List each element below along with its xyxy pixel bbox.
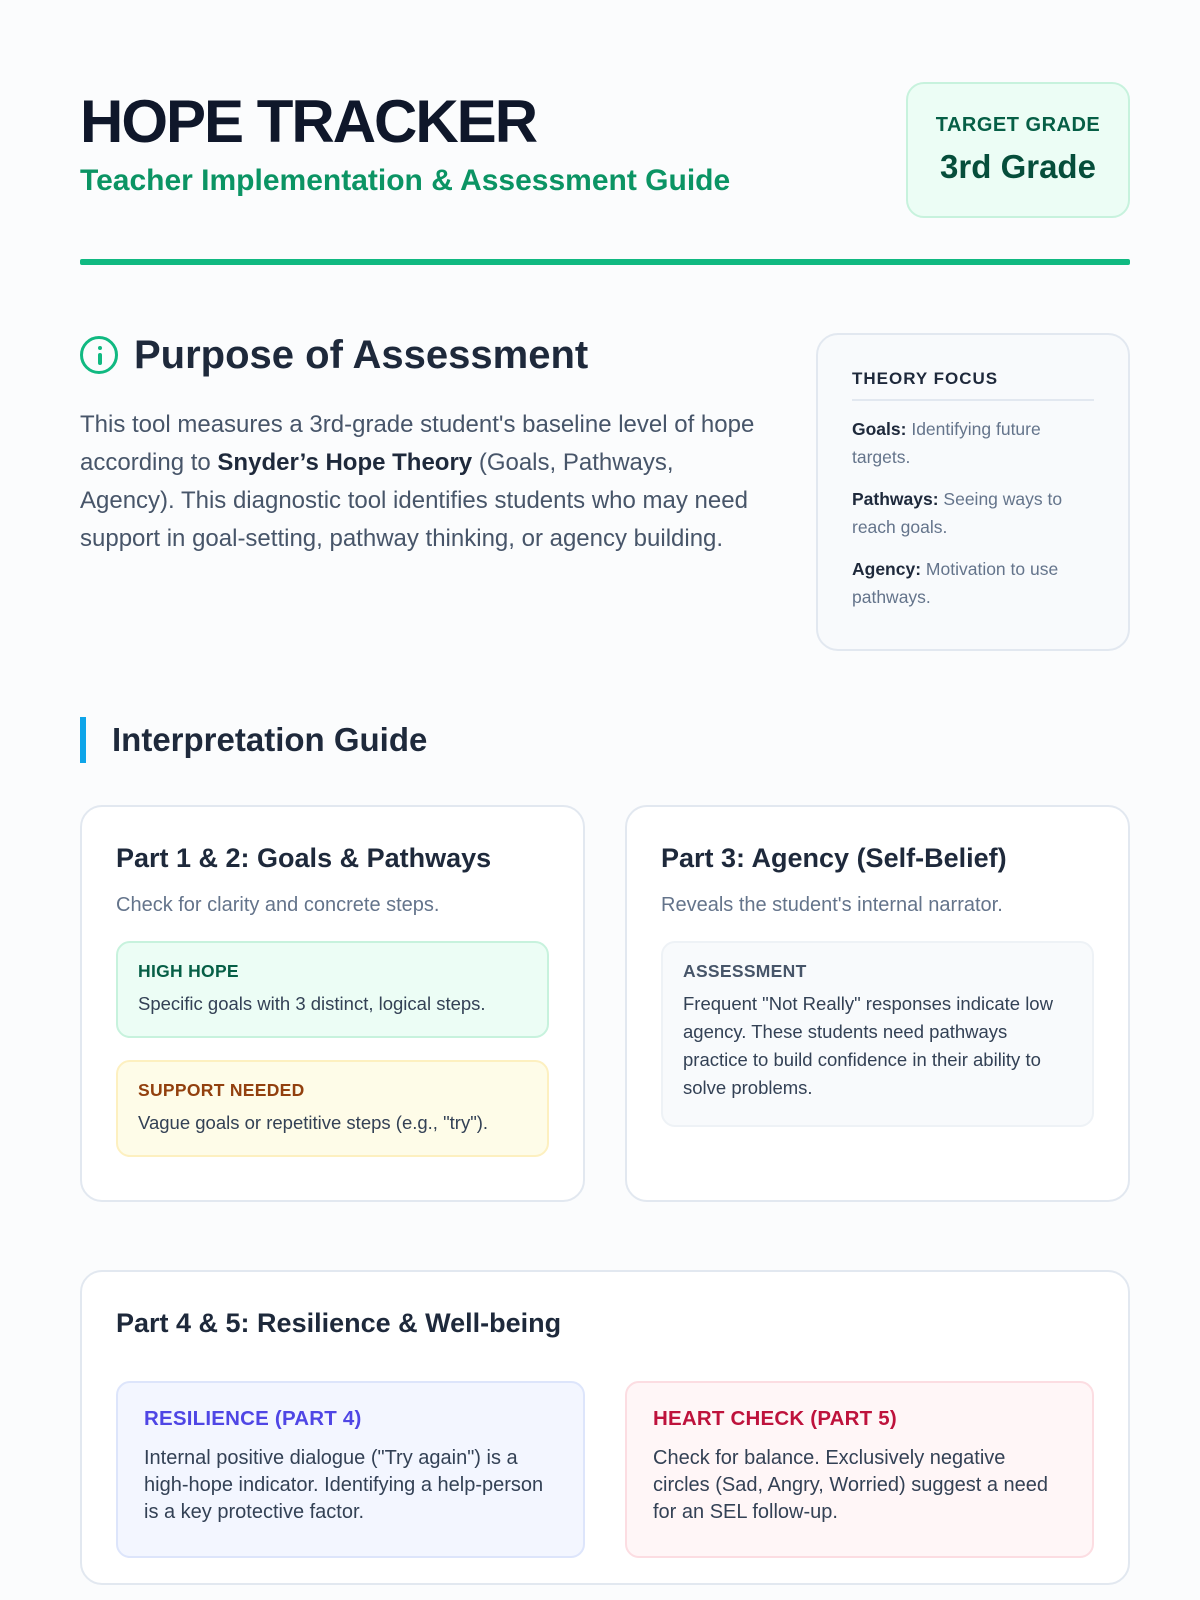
heart-check-box (625, 1381, 1094, 1558)
section-accent-bar (80, 717, 86, 763)
resilience-text: Internal positive dialogue ("Try again") is a high-hope indicator. Identifying a help-person is a key protective factor. (144, 1447, 544, 1523)
theory-name: Snyder’s Hope Theory (217, 449, 473, 476)
assessment-box (661, 941, 1094, 1127)
purpose-heading (80, 330, 760, 380)
card-title: Part 1 & 2: Goals & Pathways (116, 843, 492, 873)
purpose-title: Purpose of Assessment (134, 332, 589, 377)
support-needed-label: SUPPORT NEEDED (138, 1080, 305, 1100)
resilience-label: RESILIENCE (PART 4) (144, 1407, 362, 1430)
interpretation-title: Interpretation Guide (112, 721, 428, 758)
heart-check-text: Check for balance. Exclusively negative circles (Sad, Angry, Worried) suggest a need for an SEL follow-up. (653, 1447, 1048, 1523)
page-title: HOPE TRACKER (80, 88, 537, 155)
target-grade-value: 3rd Grade (940, 148, 1096, 185)
page (80, 0, 1130, 1600)
theory-item-agency: Agency: Motivation to use pathways. (852, 559, 1059, 607)
high-hope-label: HIGH HOPE (138, 961, 239, 981)
purpose-section (80, 330, 760, 558)
purpose-text: This tool measures a 3rd-grade student's baseline level of hope according to Snyder’s Hope Theory (Goals, Pathways, Agency). This diagnostic tool identifies students who may need support in goal-setting, pathway thinking, or agency building. (80, 411, 755, 552)
card-title: Part 4 & 5: Resilience & Well-being (116, 1308, 562, 1338)
assessment-label: ASSESSMENT (683, 961, 807, 981)
resilience-wellbeing-card (80, 1270, 1130, 1585)
goals-pathways-card (80, 805, 585, 1202)
assessment-text: Frequent "Not Really" responses indicate low agency. These students need pathways practice to build confidence in their ability to solve problems. (683, 993, 1053, 1098)
support-needed-box (116, 1060, 549, 1157)
card-title: Part 3: Agency (Self-Belief) (661, 843, 1007, 873)
info-icon (80, 336, 118, 374)
theory-focus-title: THEORY FOCUS (852, 369, 1094, 401)
page-subtitle: Teacher Implementation & Assessment Guide (80, 164, 731, 197)
heart-check-label: HEART CHECK (PART 5) (653, 1407, 897, 1430)
theory-item-pathways: Pathways: Seeing ways to reach goals. (852, 489, 1063, 537)
high-hope-box (116, 941, 549, 1038)
target-grade-badge (906, 82, 1130, 218)
target-grade-label: TARGET GRADE (935, 114, 1101, 136)
header-divider (80, 259, 1130, 265)
header (80, 80, 1130, 220)
resilience-subsections (116, 1381, 1094, 1558)
high-hope-text: Specific goals with 3 distinct, logical steps. (138, 993, 486, 1014)
support-needed-text: Vague goals or repetitive steps (e.g., "try"). (138, 1112, 489, 1133)
card-description: Check for clarity and concrete steps. (116, 894, 440, 916)
agency-card (625, 805, 1130, 1202)
card-description: Reveals the student's internal narrator. (661, 894, 1003, 916)
interpretation-heading (80, 717, 427, 763)
theory-focus-box (816, 333, 1130, 651)
resilience-box (116, 1381, 585, 1558)
theory-item-goals: Goals: Identifying future targets. (852, 419, 1041, 467)
